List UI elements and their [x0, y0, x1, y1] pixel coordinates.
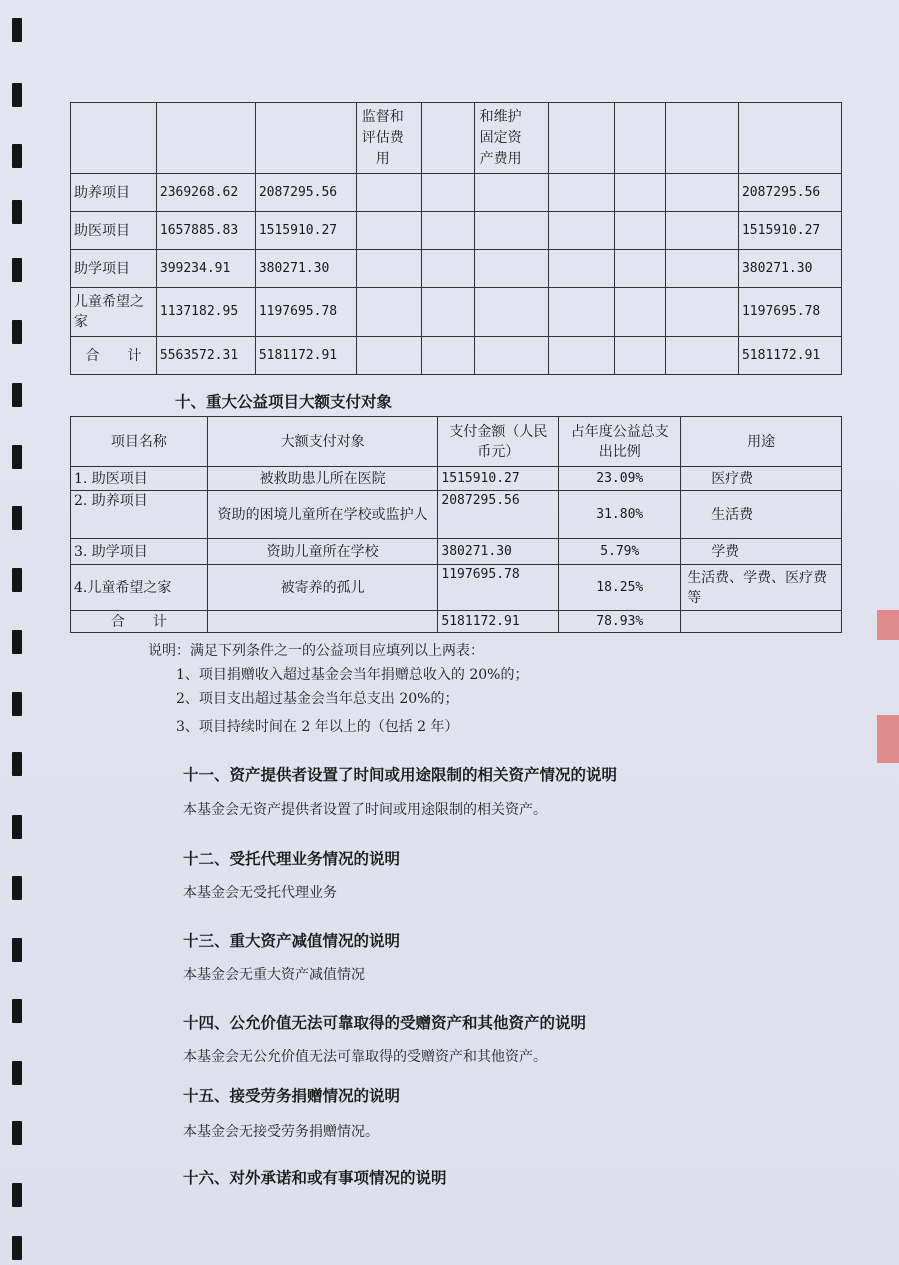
payment-amount: 5181172.91 [438, 611, 559, 633]
payment-use: 生活费、学费、医疗费等 [681, 565, 842, 611]
table-row [71, 539, 842, 565]
payment-target [207, 611, 438, 633]
table-row [71, 288, 842, 337]
binding-holes [12, 0, 24, 1265]
project-expense-table [70, 102, 842, 375]
cell-value: 1197695.78 [255, 288, 356, 337]
project-name: 2. 助养项目 [71, 491, 208, 539]
payment-ratio: 5.79% [559, 539, 681, 565]
header-cell: 占年度公益总支出比例 [559, 417, 681, 467]
cell-total: 380271.30 [738, 250, 841, 288]
payment-amount: 1197695.78 [438, 565, 559, 611]
header-fragment: 监督和评估费用 [361, 108, 404, 167]
project-name: 3. 助学项目 [71, 539, 208, 565]
section-title: 十三、重大资产减值情况的说明 [183, 931, 401, 950]
section-body: 本基金会无接受劳务捐赠情况。 [183, 1124, 379, 1140]
payment-amount: 380271.30 [438, 539, 559, 565]
cell-value: 2369268.62 [156, 174, 255, 212]
row-label: 助医项目 [71, 212, 157, 250]
table-row [71, 467, 842, 491]
table-row-total [71, 611, 842, 633]
large-payment-table [70, 416, 842, 633]
note-item: 1、项目捐赠收入超过基金会当年捐赠总收入的 20%的； [176, 667, 529, 683]
note-item: 3、项目持续时间在 2 年以上的（包括 2 年） [176, 719, 459, 735]
section-body: 本基金会无受托代理业务 [183, 885, 337, 901]
cell-value: 2087295.56 [255, 174, 356, 212]
cell-total: 5181172.91 [738, 337, 841, 375]
table-row [71, 174, 842, 212]
note-item: 2、项目支出超过基金会当年总支出 20%的； [176, 691, 459, 707]
payment-amount: 1515910.27 [438, 467, 559, 491]
project-name: 4.儿童希望之家 [71, 565, 208, 611]
project-name: 1. 助医项目 [71, 467, 208, 491]
section-title: 十、重大公益项目大额支付对象 [175, 392, 393, 411]
payment-target: 被寄养的孤儿 [207, 565, 438, 611]
header-cell: 大额支付对象 [207, 417, 438, 467]
cell-value: 399234.91 [156, 250, 255, 288]
table-row [71, 212, 842, 250]
table-row [71, 250, 842, 288]
row-label: 合 计 [71, 337, 157, 375]
project-name: 合 计 [71, 611, 208, 633]
table-header-row [71, 417, 842, 467]
note-title: 说明：满足下列条件之一的公益项目应填列以上两表： [148, 643, 484, 659]
payment-amount: 2087295.56 [438, 491, 559, 539]
row-label: 助学项目 [71, 250, 157, 288]
cell-value: 1137182.95 [156, 288, 255, 337]
row-label: 儿童希望之家 [71, 288, 157, 337]
table-row [71, 565, 842, 611]
section-title: 十六、对外承诺和或有事项情况的说明 [183, 1168, 447, 1187]
cell-value: 1515910.27 [255, 212, 356, 250]
payment-ratio: 31.80% [559, 491, 681, 539]
section-title: 十一、资产提供者设置了时间或用途限制的相关资产情况的说明 [183, 765, 618, 784]
payment-ratio: 78.93% [559, 611, 681, 633]
seal-stamp-edge [877, 610, 899, 640]
cell-value: 5563572.31 [156, 337, 255, 375]
section-body: 本基金会无公允价值无法可靠取得的受赠资产和其他资产。 [183, 1049, 547, 1065]
payment-use: 生活费 [681, 491, 842, 539]
payment-target: 被救助患儿所在医院 [207, 467, 438, 491]
section-body: 本基金会无资产提供者设置了时间或用途限制的相关资产。 [183, 802, 547, 818]
table-row-total [71, 337, 842, 375]
payment-use [681, 611, 842, 633]
payment-target: 资助儿童所在学校 [207, 539, 438, 565]
header-fragment: 和维护固定资产费用 [479, 108, 522, 167]
payment-target: 资助的困境儿童所在学校或监护人 [207, 491, 438, 539]
payment-ratio: 18.25% [559, 565, 681, 611]
header-cell: 用途 [681, 417, 842, 467]
table-header-row [71, 103, 842, 174]
cell-total: 2087295.56 [738, 174, 841, 212]
header-cell: 支付金额（人民币元） [438, 417, 559, 467]
header-cell: 项目名称 [71, 417, 208, 467]
cell-value: 5181172.91 [255, 337, 356, 375]
cell-total: 1515910.27 [738, 212, 841, 250]
section-title: 十四、公允价值无法可靠取得的受赠资产和其他资产的说明 [183, 1013, 587, 1032]
section-body: 本基金会无重大资产减值情况 [183, 967, 365, 983]
table-row [71, 491, 842, 539]
section-title: 十五、接受劳务捐赠情况的说明 [183, 1086, 401, 1105]
section-title: 十二、受托代理业务情况的说明 [183, 849, 401, 868]
cell-value: 380271.30 [255, 250, 356, 288]
payment-use: 医疗费 [681, 467, 842, 491]
cell-value: 1657885.83 [156, 212, 255, 250]
payment-ratio: 23.09% [559, 467, 681, 491]
payment-use: 学费 [681, 539, 842, 565]
seal-stamp-edge [877, 715, 899, 763]
row-label: 助养项目 [71, 174, 157, 212]
cell-total: 1197695.78 [738, 288, 841, 337]
